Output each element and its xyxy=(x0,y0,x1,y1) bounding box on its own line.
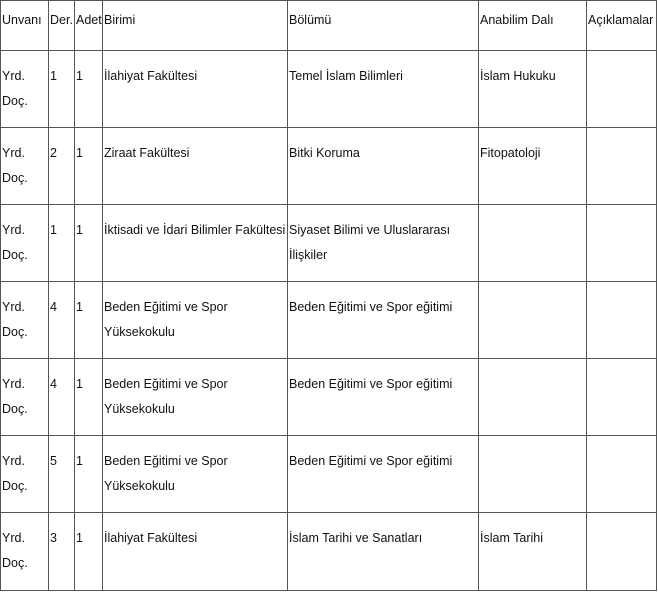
cell-derece: 1 xyxy=(49,51,75,128)
cell-aciklama xyxy=(587,282,657,359)
cell-derece: 2 xyxy=(49,128,75,205)
cell-aciklama xyxy=(587,51,657,128)
cell-anabilim-dali xyxy=(479,359,587,436)
table-row xyxy=(1,436,657,513)
cell-birim: İktisadi ve İdari Bilimler Fakültesi xyxy=(103,205,288,282)
cell-birim: Beden Eğitimi ve Spor Yüksekokulu xyxy=(103,436,288,513)
cell-unvan: Yrd. Doç. xyxy=(1,282,49,359)
cell-anabilim-dali xyxy=(479,436,587,513)
cell-adet: 1 xyxy=(75,359,103,436)
cell-adet: 1 xyxy=(75,513,103,591)
cell-bolum: Beden Eğitimi ve Spor eğitimi xyxy=(288,359,479,436)
table-row xyxy=(1,513,657,591)
cell-birim: İlahiyat Fakültesi xyxy=(103,51,288,128)
cell-bolum: Bitki Koruma xyxy=(288,128,479,205)
table-row xyxy=(1,359,657,436)
cell-adet: 1 xyxy=(75,205,103,282)
cell-birim: Beden Eğitimi ve Spor Yüksekokulu xyxy=(103,359,288,436)
cell-adet: 1 xyxy=(75,128,103,205)
cell-birim: İlahiyat Fakültesi xyxy=(103,513,288,591)
cell-unvan: Yrd. Doç. xyxy=(1,513,49,591)
cell-derece: 1 xyxy=(49,205,75,282)
table-row xyxy=(1,282,657,359)
cell-anabilim-dali xyxy=(479,205,587,282)
cell-aciklama xyxy=(587,205,657,282)
cell-unvan: Yrd. Doç. xyxy=(1,128,49,205)
cell-bolum: İslam Tarihi ve Sanatları xyxy=(288,513,479,591)
table-header-row xyxy=(1,1,657,51)
header-unvani: Unvanı xyxy=(1,1,49,51)
header-birimi: Birimi xyxy=(103,1,288,51)
cell-anabilim-dali xyxy=(479,282,587,359)
cell-bolum: Beden Eğitimi ve Spor eğitimi xyxy=(288,282,479,359)
cell-aciklama xyxy=(587,436,657,513)
header-bolumu: Bölümü xyxy=(288,1,479,51)
cell-derece: 4 xyxy=(49,282,75,359)
cell-adet: 1 xyxy=(75,436,103,513)
cell-unvan: Yrd. Doç. xyxy=(1,436,49,513)
cell-bolum: Siyaset Bilimi ve Uluslararası İlişkiler xyxy=(288,205,479,282)
table-row xyxy=(1,128,657,205)
header-aciklamalar: Açıklamalar xyxy=(587,1,657,51)
header-derece: Der. xyxy=(49,1,75,51)
table-row xyxy=(1,51,657,128)
cell-anabilim-dali: Fitopatoloji xyxy=(479,128,587,205)
cell-derece: 4 xyxy=(49,359,75,436)
cell-birim: Ziraat Fakültesi xyxy=(103,128,288,205)
cell-bolum: Beden Eğitimi ve Spor eğitimi xyxy=(288,436,479,513)
cell-anabilim-dali: İslam Tarihi xyxy=(479,513,587,591)
header-anabilim-dali: Anabilim Dalı xyxy=(479,1,587,51)
cell-anabilim-dali: İslam Hukuku xyxy=(479,51,587,128)
cell-aciklama xyxy=(587,128,657,205)
header-adet: Adet xyxy=(75,1,103,51)
cell-derece: 3 xyxy=(49,513,75,591)
cell-bolum: Temel İslam Bilimleri xyxy=(288,51,479,128)
cell-birim: Beden Eğitimi ve Spor Yüksekokulu xyxy=(103,282,288,359)
cell-unvan: Yrd. Doç. xyxy=(1,51,49,128)
cell-derece: 5 xyxy=(49,436,75,513)
cell-unvan: Yrd. Doç. xyxy=(1,205,49,282)
cell-aciklama xyxy=(587,513,657,591)
cell-aciklama xyxy=(587,359,657,436)
cell-unvan: Yrd. Doç. xyxy=(1,359,49,436)
cell-adet: 1 xyxy=(75,51,103,128)
cell-adet: 1 xyxy=(75,282,103,359)
table-row xyxy=(1,205,657,282)
